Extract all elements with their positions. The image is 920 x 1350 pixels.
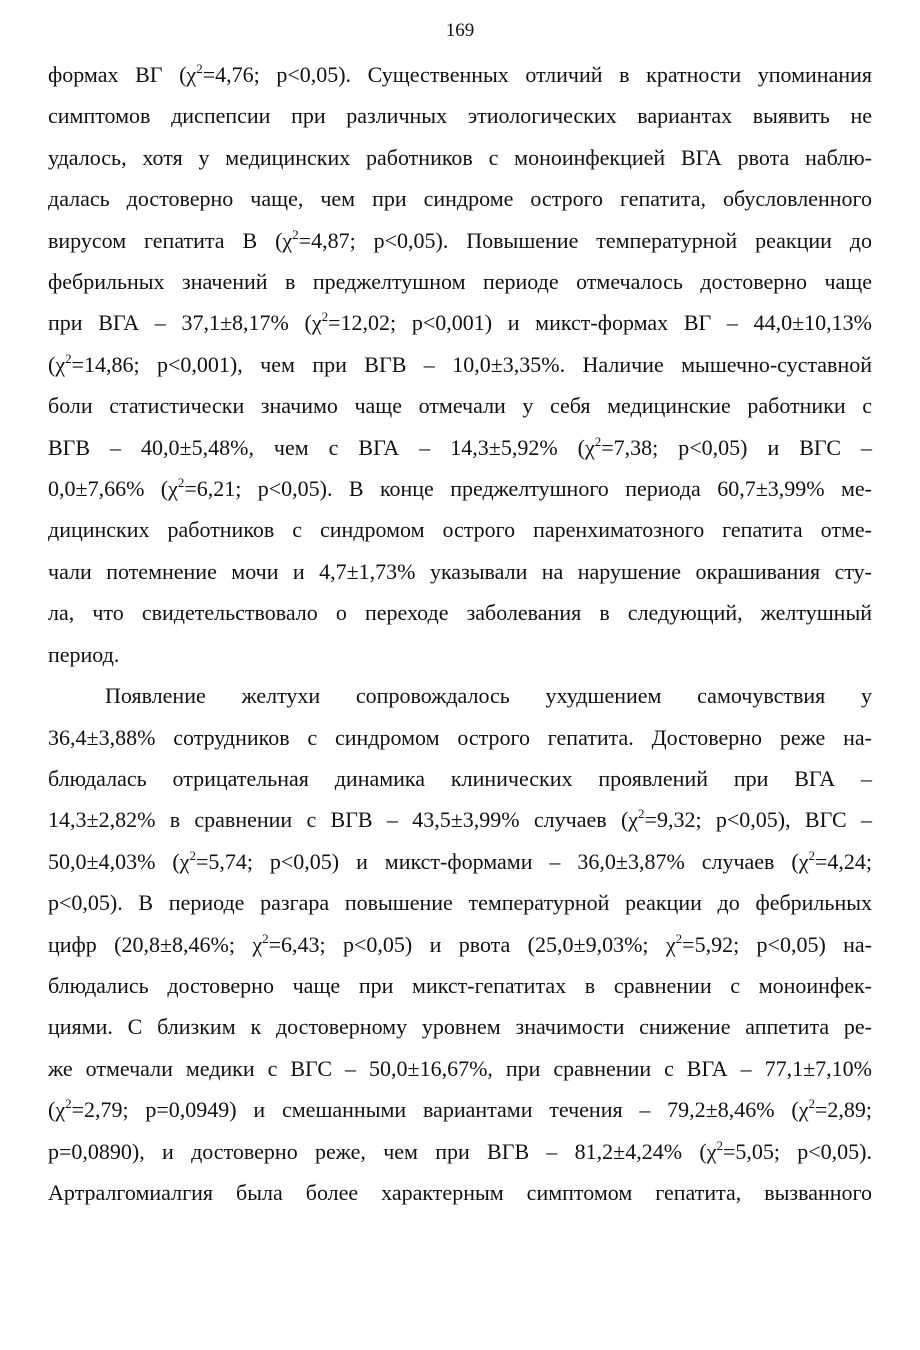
text-line: р=0,0890), и достоверно реже, чем при ВГВ – 81,2±4,24% ($\chi^2=5,05$; р<0,05). (48, 1137, 872, 1164)
text-line: формах ВГ ($\chi^2=4,76$; р<0,05). Существенных отличий в кратности упоминания (48, 61, 872, 87)
text-line: 36,4±3,88% сотрудников с синдромом острого гепатита. Достоверно реже на- (48, 724, 872, 750)
paragraph-2 (48, 675, 872, 1213)
text-line: блюдалась отрицательная динамика клинических проявлений при ВГА – (48, 765, 872, 791)
text-line: 50,0±4,03% ($\chi^2=5,74$; р<0,05) и микст-формами – 36,0±3,87% случаев ($\chi^2=4,24$; (48, 847, 872, 874)
text-line: блюдались достоверно чаще при микст-гепатитах в сравнении с моноинфек- (48, 972, 872, 998)
text-line: чали потемнение мочи и 4,7±1,73% указывали на нарушение окрашивания сту- (48, 558, 872, 584)
text-line: р<0,05). В периоде разгара повышение температурной реакции до фебрильных (48, 890, 872, 916)
text-line: удалось, хотя у медицинских работников с моноинфекцией ВГА рвота наблю- (48, 144, 872, 170)
text-line: ($\chi^2=2,79$; р=0,0949) и смешанными вариантами течения – 79,2±8,46% ($\chi^2=2,89$; (48, 1096, 872, 1123)
text-line: боли статистически значимо чаще отмечали у себя медицинские работники с (48, 393, 872, 419)
text-line: дицинских работников с синдромом острого паренхиматозного гепатита отме- (48, 517, 872, 543)
text-line: цифр (20,8±8,46%; $\chi^2=6,43$; р<0,05) и рвота (25,0±9,03%; $\chi^2=5,92$; р<0,05) на- (48, 930, 872, 957)
text-line: же отмечали медики с ВГС – 50,0±16,67%, при сравнении с ВГА – 77,1±7,10% (48, 1055, 872, 1081)
paragraph-1 (48, 54, 872, 675)
text-line: ла, что свидетельствовало о переходе заболевания в следующий, желтушный (48, 600, 872, 626)
text-line: Артралгомиалгия была более характерным симптомом гепатита, вызванного (48, 1179, 872, 1205)
text-line: фебрильных значений в преджелтушном периоде отмечалось достоверно чаще (48, 269, 872, 295)
text-line: период. (48, 641, 120, 667)
text-line: Появление желтухи сопровождалось ухудшением самочувствия у (105, 683, 872, 709)
text-line: при ВГА – 37,1±8,17% ($\chi^2=12,02$; р<0,001) и микст-формах ВГ – 44,0±10,13% (48, 309, 872, 336)
text-line: ($\chi^2=14,86$; р<0,001), чем при ВГВ – 10,0±3,35%. Наличие мышечно-суставной (48, 350, 872, 377)
text-line: циями. С близким к достоверному уровнем значимости снижение аппетита ре- (48, 1014, 872, 1040)
document-body (48, 54, 872, 1213)
text-line: 14,3±2,82% в сравнении с ВГВ – 43,5±3,99% случаев ($\chi^2=9,32$; р<0,05), ВГС – (48, 806, 872, 833)
text-line: вирусом гепатита В ($\chi^2=4,87$; р<0,05). Повышение температурной реакции до (48, 226, 873, 253)
text-line: 0,0±7,66% ($\chi^2=6,21$; р<0,05). В конце преджелтушного периода 60,7±3,99% ме- (48, 475, 872, 502)
text-line: ВГВ – 40,0±5,48%, чем с ВГА – 14,3±5,92% ($\chi^2=7,38$; р<0,05) и ВГС – (48, 433, 872, 460)
text-line: далась достоверно чаще, чем при синдроме острого гепатита, обусловленного (48, 186, 872, 212)
text-line: симптомов диспепсии при различных этиологических вариантах выявить не (48, 103, 872, 129)
page-number: 169 (445, 20, 475, 41)
